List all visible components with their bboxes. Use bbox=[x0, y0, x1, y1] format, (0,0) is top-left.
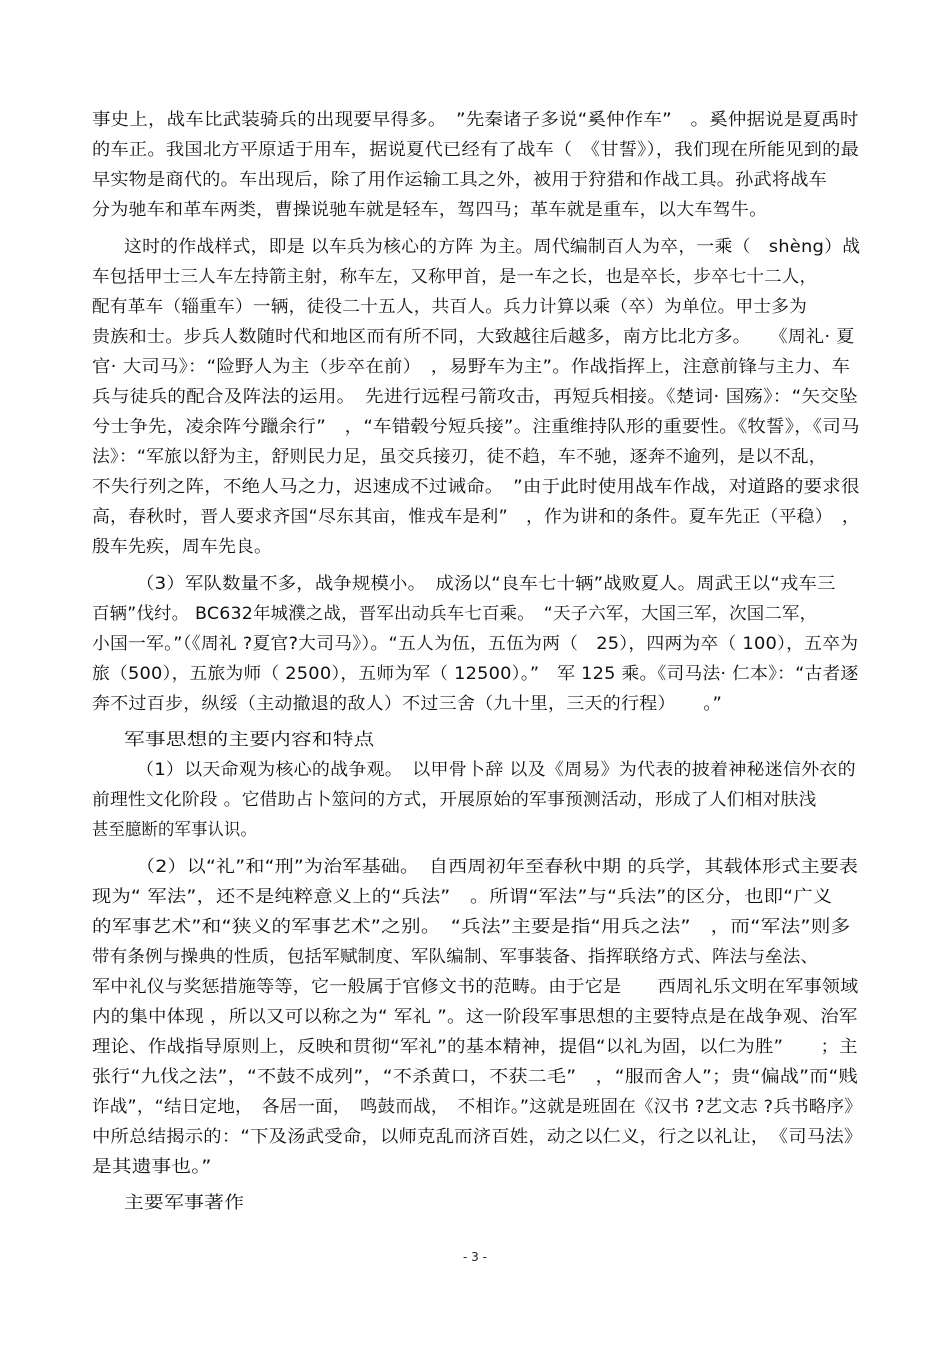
text-line: （3）军队数量不多，战争规模小。 成汤以“良车七十辆”战败夏人。周武王以“戎车三 bbox=[136, 574, 836, 594]
text-line: 现为“ 军法”，还不是纯粹意义上的“兵法” 。所谓“军法”与“兵法”的区分，也即“广义 bbox=[92, 887, 833, 907]
text-line: 理论、作战指导原则上，反映和贯彻“军礼”的基本精神，提倡“以礼为固，以仁为胜” ；主 bbox=[92, 1037, 858, 1057]
text-line: （1）以天命观为核心的战争观。 以甲骨卜辞 以及《周易》为代表的披着神秘迷信外衣的 bbox=[136, 760, 856, 780]
text-line: 殷车先疾，周车先良。 bbox=[92, 537, 272, 557]
text-line: 主要军事著作 bbox=[124, 1193, 245, 1213]
text-line: 军中礼仪与奖惩措施等等，它一般属于官修文书的范畴。由于它是 西周礼乐文明在军事领域 bbox=[92, 977, 859, 997]
text-line: 是其遗事也。” bbox=[92, 1157, 212, 1177]
text-line: 旅（500），五旅为师（ 2500），五师为军（ 12500）。” 军 125 乘。《司马法· 仁本》：“古者逐 bbox=[92, 664, 859, 684]
text-line: 张行“九伐之法”，“不鼓不成列”，“不杀黄口，不获二毛” ，“服而舍人”；贵“偏战”而“贱 bbox=[92, 1067, 858, 1087]
text-line: 军事思想的主要内容和特点 bbox=[124, 730, 375, 750]
text-line: 早实物是商代的。车出现后，除了用作运输工具之外，被用于狩猎和作战工具。孙武将战车 bbox=[92, 170, 827, 190]
text-line: 内的集中体现 ，所以又可以称之为“ 军礼 ”。这一阶段军事思想的主要特点是在战争观、治军 bbox=[92, 1007, 858, 1027]
text-line: 事史上，战车比武装骑兵的出现要早得多。 ”先秦诸子多说“奚仲作车” 。奚仲据说是夏禹时 bbox=[92, 110, 859, 130]
text-line: 分为驰车和革车两类，曹操说驰车就是轻车，驾四马；革车就是重车，以大车驾牛。 bbox=[92, 200, 768, 220]
text-line: 不失行列之阵，不绝人马之力，迟速成不过诫命。 ”由于此时使用战车作战，对道路的要求很 bbox=[92, 477, 860, 497]
text-line: 奔不过百步，纵绥（主动撤退的敌人）不过三舍（九十里，三天的行程） 。” bbox=[92, 694, 723, 714]
text-line: 诈战”，“结日定地， 各居一面， 鸣鼓而战， 不相诈。”这就是班固在《汉书 ?艺文志 ?兵书略序》 bbox=[92, 1097, 863, 1117]
text-line: 小国一军。”（《周礼 ?夏官?大司马》）。“五人为伍，五伍为两（ 25），四两为卒（ 100），五卒为 bbox=[92, 634, 859, 654]
text-line: 的车正。我国北方平原适于用车，据说夏代已经有了战车（ 《甘誓》），我们现在所能见到的最 bbox=[92, 140, 860, 160]
text-line: 的军事艺术”和“狭义的军事艺术”之别。 “兵法”主要是指“用兵之法” ，而“军法”则多 bbox=[92, 917, 851, 937]
text-line: 官· 大司马》：“险野人为主（步卒在前） ，易野车为主”。作战指挥上，注意前锋与主力、车 bbox=[92, 357, 851, 377]
text-line: 甚至臆断的军事认识。 bbox=[92, 820, 257, 840]
text-line: 兮士争先，凌余阵兮躐余行” ，“车错毂兮短兵接”。注重维持队形的重要性。《牧誓》，《司马 bbox=[92, 417, 860, 437]
text-line: 带有条例与操典的性质，包括军赋制度、军队编制、军事装备、指挥联络方式、阵法与垒法、 bbox=[92, 947, 819, 967]
text-line: 兵与徒兵的配合及阵法的运用。 先进行远程弓箭攻击，再短兵相接。《楚词· 国殇》：“矢交坠 bbox=[92, 387, 858, 407]
text-line: 配有革车（辎重车）一辆，徒役二十五人，共百人。兵力计算以乘（卒）为单位。甲士多为 bbox=[92, 297, 807, 317]
text-line: 贵族和士。步兵人数随时代和地区而有所不同，大致越往后越多，南方比北方多。 《周礼· 夏 bbox=[92, 327, 855, 347]
text-line: 百辆”伐纣。 BC632年城濮之战，晋军出动兵车七百乘。 “天子六军，大国三军，次国二军， bbox=[92, 604, 818, 624]
text-line: （2）以“礼”和“刑”为治军基础。 自西周初年至春秋中期 的兵学，其载体形式主要表 bbox=[136, 857, 859, 877]
text-line: 车包括甲士三人车左持箭主射，称车左，又称甲首，是一车之长，也是卒长，步卒七十二人， bbox=[92, 267, 818, 287]
text-line: 高，春秋时，晋人要求齐国“尽东其亩，惟戎车是利” ，作为讲和的条件。夏车先正（平稳） ， bbox=[92, 507, 860, 527]
text-line: 法》：“军旅以舒为主，舒则民力足，虽交兵接刃，徒不趋，车不驰，逐奔不逾列，是以不乱， bbox=[92, 447, 827, 467]
page-number: - 3 - bbox=[463, 1250, 487, 1264]
text-line: 中所总结揭示的：“下及汤武受命，以师克乱而济百姓，动之以仁义，行之以礼让， 《司马法》 bbox=[92, 1127, 863, 1147]
text-line: 这时的作战样式，即是 以车兵为核心的方阵 为主。周代编制百人为卒，一乘（ shèng）战 bbox=[124, 237, 861, 257]
text-line: 前理性文化阶段 。它借助占卜筮问的方式，开展原始的军事预测活动，形成了人们相对肤浅 bbox=[92, 790, 817, 810]
